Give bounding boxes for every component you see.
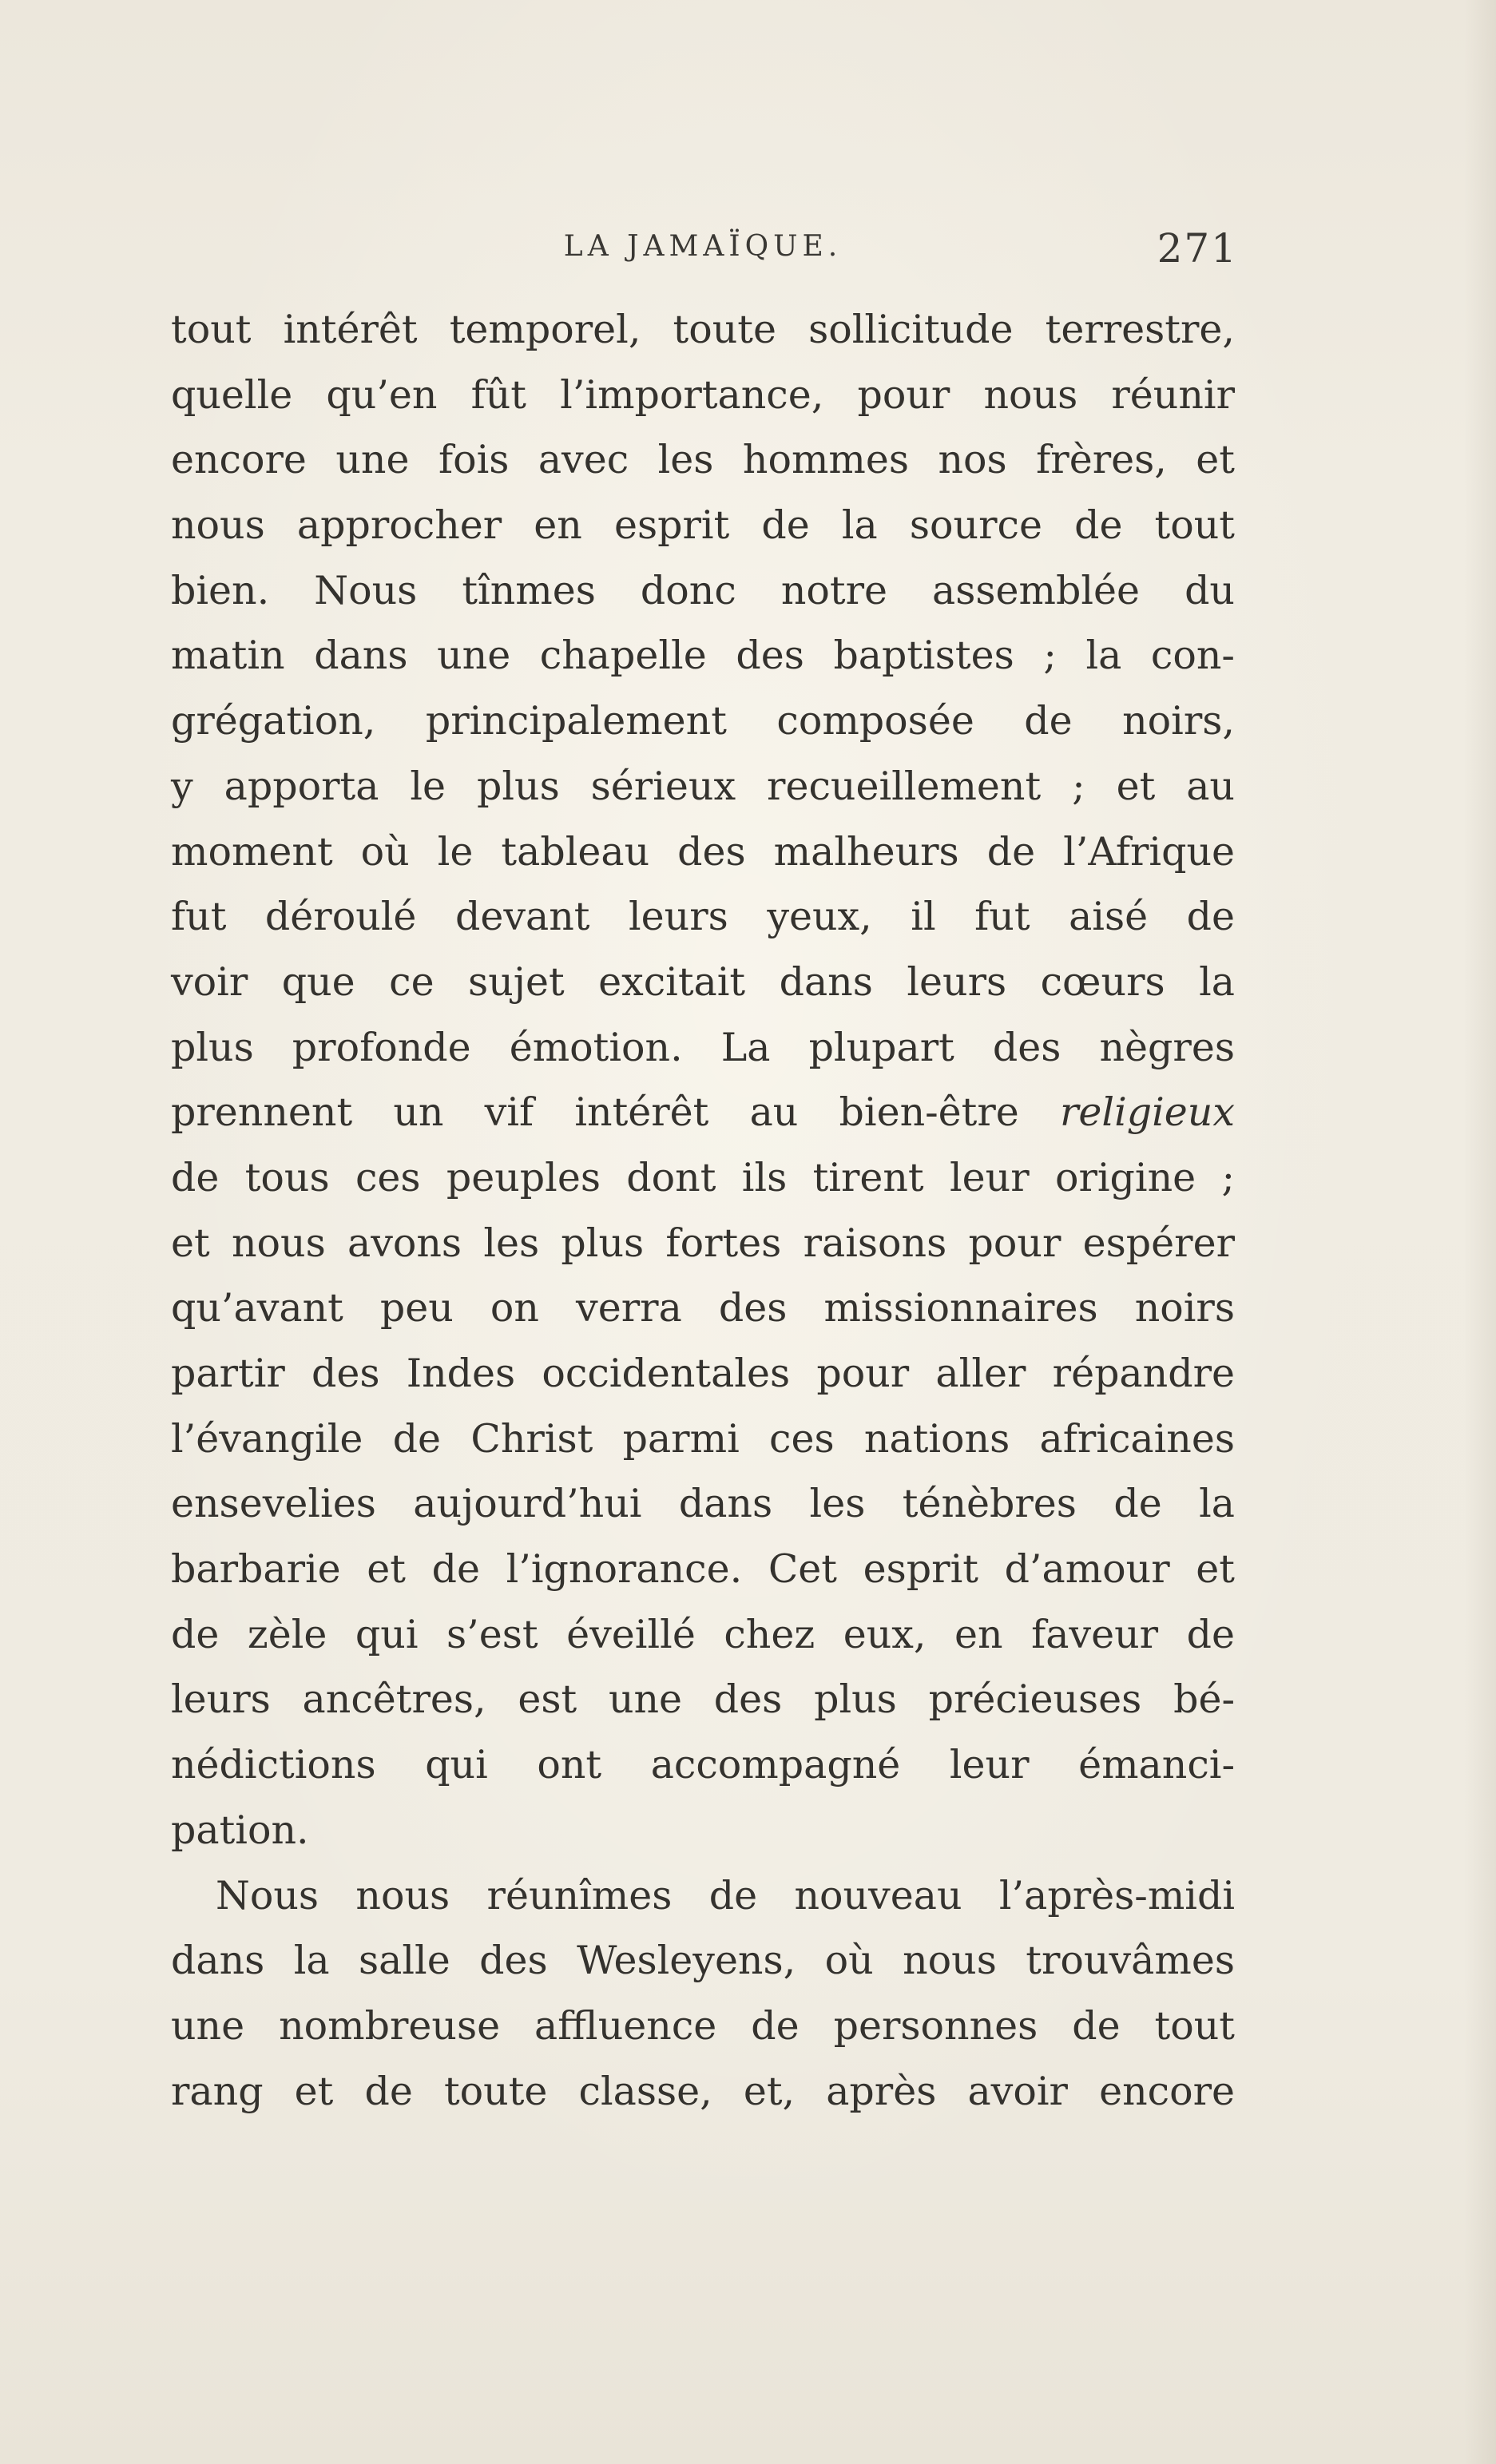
body-text bbox=[171, 297, 1235, 2124]
text-line: quelle qu’en fût l’importance, pour nous réunir bbox=[171, 371, 1235, 418]
text-line: une nombreuse affluence de personnes de tout bbox=[171, 2002, 1235, 2049]
page-header bbox=[168, 225, 1238, 278]
text-line: encore une fois avec les hommes nos frères, et bbox=[171, 437, 1235, 483]
text-line: plus profonde émotion. La plupart des nègres bbox=[171, 1024, 1235, 1070]
text-line: et nous avons les plus fortes raisons pour espérer bbox=[171, 1220, 1235, 1266]
text-line: matin dans une chapelle des baptistes ; la con- bbox=[171, 633, 1235, 679]
text-line: moment où le tableau des malheurs de l’Afrique bbox=[171, 828, 1235, 875]
text-line: nous approcher en esprit de la source de tout bbox=[171, 502, 1235, 549]
text-line: l’évangile de Christ parmi ces nations africaines bbox=[171, 1415, 1235, 1462]
text-line: rang et de toute classe, et, après avoir encore bbox=[171, 2068, 1235, 2114]
text-line: de zèle qui s’est éveillé chez eux, en faveur de bbox=[171, 1611, 1235, 1657]
running-head: LA JAMAÏQUE. bbox=[563, 230, 843, 263]
text-line-with-italic bbox=[171, 1080, 1235, 1145]
italic-word: religieux bbox=[1060, 1089, 1235, 1136]
text-line: tout intérêt temporel, toute sollicitude terrestre, bbox=[171, 307, 1235, 352]
text-run: prennent un vif intérêt au bien-être bbox=[171, 1089, 1060, 1136]
text-line: y apporta le plus sérieux recueillement ; et au bbox=[171, 763, 1235, 809]
text-line: nédictions qui ont accompagné leur émanci- bbox=[171, 1742, 1235, 1788]
text-line: ensevelies aujourd’hui dans les ténèbres de la bbox=[171, 1481, 1235, 1527]
text-line: voir que ce sujet excitait dans leurs cœurs la bbox=[171, 958, 1235, 1005]
page-edge-shadow bbox=[1464, 0, 1496, 2464]
text-line: pation. bbox=[171, 1807, 309, 1853]
page-number: 271 bbox=[1157, 225, 1238, 272]
text-line: Nous nous réunîmes de nouveau l’après-midi bbox=[216, 1872, 1235, 1918]
text-line: partir des Indes occidentales pour aller répandre bbox=[171, 1351, 1235, 1396]
text-line: leurs ancêtres, est une des plus précieuses bé- bbox=[171, 1676, 1235, 1723]
text-line: grégation, principalement composée de noirs, bbox=[171, 698, 1235, 744]
text-line: bien. Nous tînmes donc notre assemblée du bbox=[171, 567, 1235, 613]
text-line: de tous ces peuples dont ils tirent leur origine ; bbox=[171, 1154, 1235, 1200]
text-line: barbarie et de l’ignorance. Cet esprit d’amour et bbox=[171, 1546, 1235, 1593]
text-line: dans la salle des Wesleyens, où nous trouvâmes bbox=[171, 1938, 1235, 1984]
text-line: fut déroulé devant leurs yeux, il fut aisé de bbox=[171, 894, 1235, 940]
text-line: qu’avant peu on verra des missionnaires noirs bbox=[171, 1285, 1235, 1331]
